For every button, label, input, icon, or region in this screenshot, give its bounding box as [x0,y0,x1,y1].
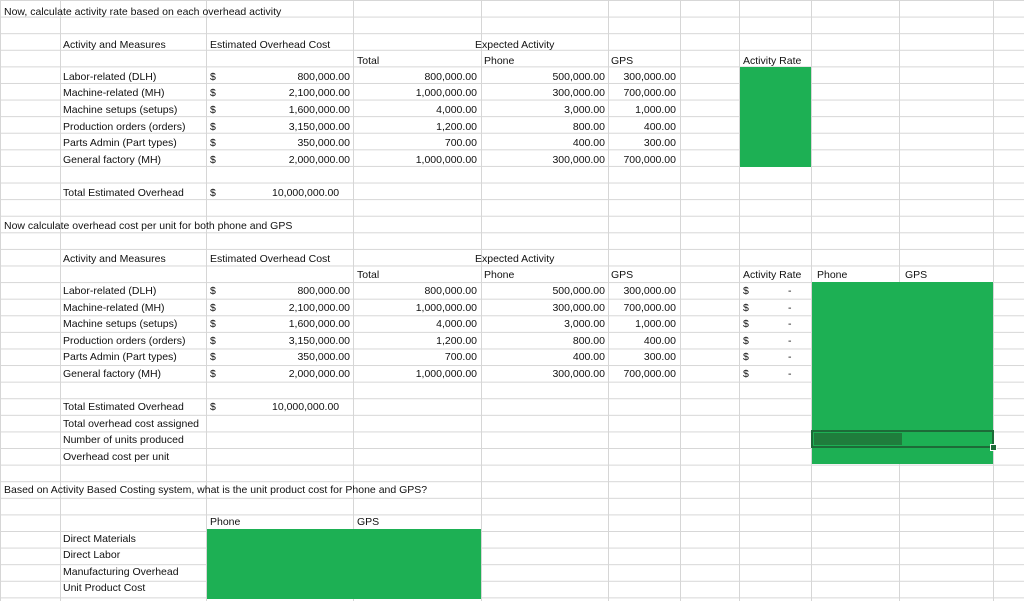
currency-symbol[interactable]: $ [210,187,216,199]
currency-symbol[interactable]: $ [210,71,216,83]
cost-cell[interactable]: 350,000.00 [297,137,350,149]
phone-cell[interactable]: 300,000.00 [552,87,605,99]
col-header-phone[interactable]: Phone [484,269,515,281]
row-label[interactable]: Production orders (orders) [63,335,186,347]
total-cell[interactable]: 4,000.00 [436,318,477,330]
col-header-activity-rate[interactable]: Activity Rate [743,55,802,67]
rate-currency[interactable]: $ [743,335,749,347]
row-label[interactable]: Direct Materials [63,533,136,545]
cost-cell[interactable]: 3,150,000.00 [288,121,350,133]
row-label[interactable]: General factory (MH) [63,368,162,380]
currency-symbol[interactable]: $ [210,137,216,149]
total-cell[interactable]: 800,000.00 [424,71,477,83]
row-label[interactable]: Parts Admin (Part types) [63,137,177,149]
rate-value[interactable]: - [788,368,792,380]
rate-value[interactable]: - [788,285,792,297]
cost-cell[interactable]: 350,000.00 [297,351,350,363]
rate-currency[interactable]: $ [743,368,749,380]
col-header-activity-rate[interactable]: Activity Rate [743,269,802,281]
phone-cell[interactable]: 400.00 [572,351,605,363]
rate-currency[interactable]: $ [743,302,749,314]
col-header-total[interactable]: Total [357,55,380,67]
row-label[interactable]: Parts Admin (Part types) [63,351,177,363]
gps-cell[interactable]: 300,000.00 [623,71,676,83]
gps-cell[interactable]: 300,000.00 [623,285,676,297]
row-label[interactable]: Machine-related (MH) [63,302,165,314]
total-cell[interactable]: 1,000,000.00 [415,154,477,166]
col-header-phone[interactable]: Phone [484,55,515,67]
total-cell[interactable]: 4,000.00 [436,104,477,116]
gps-cell[interactable]: 300.00 [643,351,676,363]
gps-cell[interactable]: 700,000.00 [623,87,676,99]
currency-symbol[interactable]: $ [210,401,216,413]
cost-cell[interactable]: 1,600,000.00 [288,318,350,330]
selected-range-highlight [814,433,902,445]
fill-handle[interactable] [990,444,997,451]
total-cell[interactable]: 1,000,000.00 [415,87,477,99]
gps-cell[interactable]: 700,000.00 [623,302,676,314]
col-header-estimated-cost[interactable]: Estimated Overhead Cost [210,39,331,51]
total-cell[interactable]: 1,000,000.00 [415,368,477,380]
rate-value[interactable]: - [788,351,792,363]
total-overhead-label[interactable]: Total Estimated Overhead [63,187,184,199]
row-label[interactable]: Machine-related (MH) [63,87,165,99]
gps-cell[interactable]: 700,000.00 [623,368,676,380]
col-header-gps[interactable]: GPS [611,269,634,281]
currency-symbol[interactable]: $ [210,351,216,363]
phone-cell[interactable]: 500,000.00 [552,285,605,297]
section3-heading[interactable]: Based on Activity Based Costing system, what is the unit product cost for Phone and GPS? [4,484,428,496]
rate-currency[interactable]: $ [743,351,749,363]
col-header-gps[interactable]: GPS [357,516,380,528]
phone-cell[interactable]: 500,000.00 [552,71,605,83]
phone-cell[interactable]: 300,000.00 [552,302,605,314]
gps-cell[interactable]: 300.00 [643,137,676,149]
section1-heading[interactable]: Now, calculate activity rate based on each overhead activity [4,6,282,18]
phone-cell[interactable]: 300,000.00 [552,154,605,166]
currency-symbol[interactable]: $ [210,104,216,116]
total-overhead-value[interactable]: 10,000,000.00 [272,187,340,199]
rate-value[interactable]: - [788,302,792,314]
row-label[interactable]: Labor-related (DLH) [63,71,157,83]
col-header-phone-cost[interactable]: Phone [817,269,848,281]
section2-heading[interactable]: Now calculate overhead cost per unit for both phone and GPS [4,220,293,232]
col-header-gps[interactable]: GPS [611,55,634,67]
currency-symbol[interactable]: $ [210,302,216,314]
cost-cell[interactable]: 2,100,000.00 [288,302,350,314]
col-header-activity[interactable]: Activity and Measures [63,39,166,51]
currency-symbol[interactable]: $ [210,335,216,347]
col-header-estimated-cost[interactable]: Estimated Overhead Cost [210,253,331,265]
row-label[interactable]: Machine setups (setups) [63,104,178,116]
rate-currency[interactable]: $ [743,318,749,330]
row-label[interactable]: Manufacturing Overhead [63,566,179,578]
phone-cell[interactable]: 400.00 [572,137,605,149]
currency-symbol[interactable]: $ [210,87,216,99]
total-cell[interactable]: 700.00 [444,351,477,363]
cost-cell[interactable]: 2,000,000.00 [288,368,350,380]
cost-cell[interactable]: 2,000,000.00 [288,154,350,166]
col-header-gps-cost[interactable]: GPS [905,269,928,281]
cost-cell[interactable]: 2,100,000.00 [288,87,350,99]
gps-cell[interactable]: 400.00 [643,121,676,133]
row-label[interactable]: Unit Product Cost [63,582,146,594]
currency-symbol[interactable]: $ [210,121,216,133]
col-header-total[interactable]: Total [357,269,380,281]
unit-cost-input-block[interactable] [207,529,481,599]
row-label[interactable]: Production orders (orders) [63,121,186,133]
rate-value[interactable]: - [788,335,792,347]
row-label[interactable]: General factory (MH) [63,154,162,166]
total-overhead-value[interactable]: 10,000,000.00 [272,401,340,413]
currency-symbol[interactable]: $ [210,154,216,166]
col-header-expected-activity[interactable]: Expected Activity [475,39,555,51]
summary-label[interactable]: Number of units produced [63,434,184,446]
total-cell[interactable]: 1,200.00 [436,121,477,133]
currency-symbol[interactable]: $ [210,285,216,297]
total-cell[interactable]: 1,200.00 [436,335,477,347]
total-cell[interactable]: 800,000.00 [424,285,477,297]
row-label[interactable]: Machine setups (setups) [63,318,178,330]
total-cell[interactable]: 700.00 [444,137,477,149]
phone-cell[interactable]: 800.00 [572,335,605,347]
rate-value[interactable]: - [788,318,792,330]
col-header-phone[interactable]: Phone [210,516,241,528]
gps-cell[interactable]: 700,000.00 [623,154,676,166]
cost-cell[interactable]: 1,600,000.00 [288,104,350,116]
summary-label[interactable]: Total overhead cost assigned [63,418,200,430]
cost-cell[interactable]: 800,000.00 [297,71,350,83]
phone-cell[interactable]: 300,000.00 [552,368,605,380]
phone-cell[interactable]: 800.00 [572,121,605,133]
gps-cell[interactable]: 1,000.00 [635,104,676,116]
summary-label[interactable]: Overhead cost per unit [63,451,170,463]
gps-cell[interactable]: 1,000.00 [635,318,676,330]
rate-currency[interactable]: $ [743,285,749,297]
currency-symbol[interactable]: $ [210,368,216,380]
col-header-activity[interactable]: Activity and Measures [63,253,166,265]
currency-symbol[interactable]: $ [210,318,216,330]
gps-cell[interactable]: 400.00 [643,335,676,347]
cost-cell[interactable]: 3,150,000.00 [288,335,350,347]
row-label[interactable]: Direct Labor [63,549,121,561]
phone-cell[interactable]: 3,000.00 [564,318,605,330]
phone-cell[interactable]: 3,000.00 [564,104,605,116]
col-header-expected-activity[interactable]: Expected Activity [475,253,555,265]
activity-rate-input-block[interactable] [740,67,811,167]
total-overhead-label[interactable]: Total Estimated Overhead [63,401,184,413]
cost-cell[interactable]: 800,000.00 [297,285,350,297]
total-cell[interactable]: 1,000,000.00 [415,302,477,314]
row-label[interactable]: Labor-related (DLH) [63,285,157,297]
